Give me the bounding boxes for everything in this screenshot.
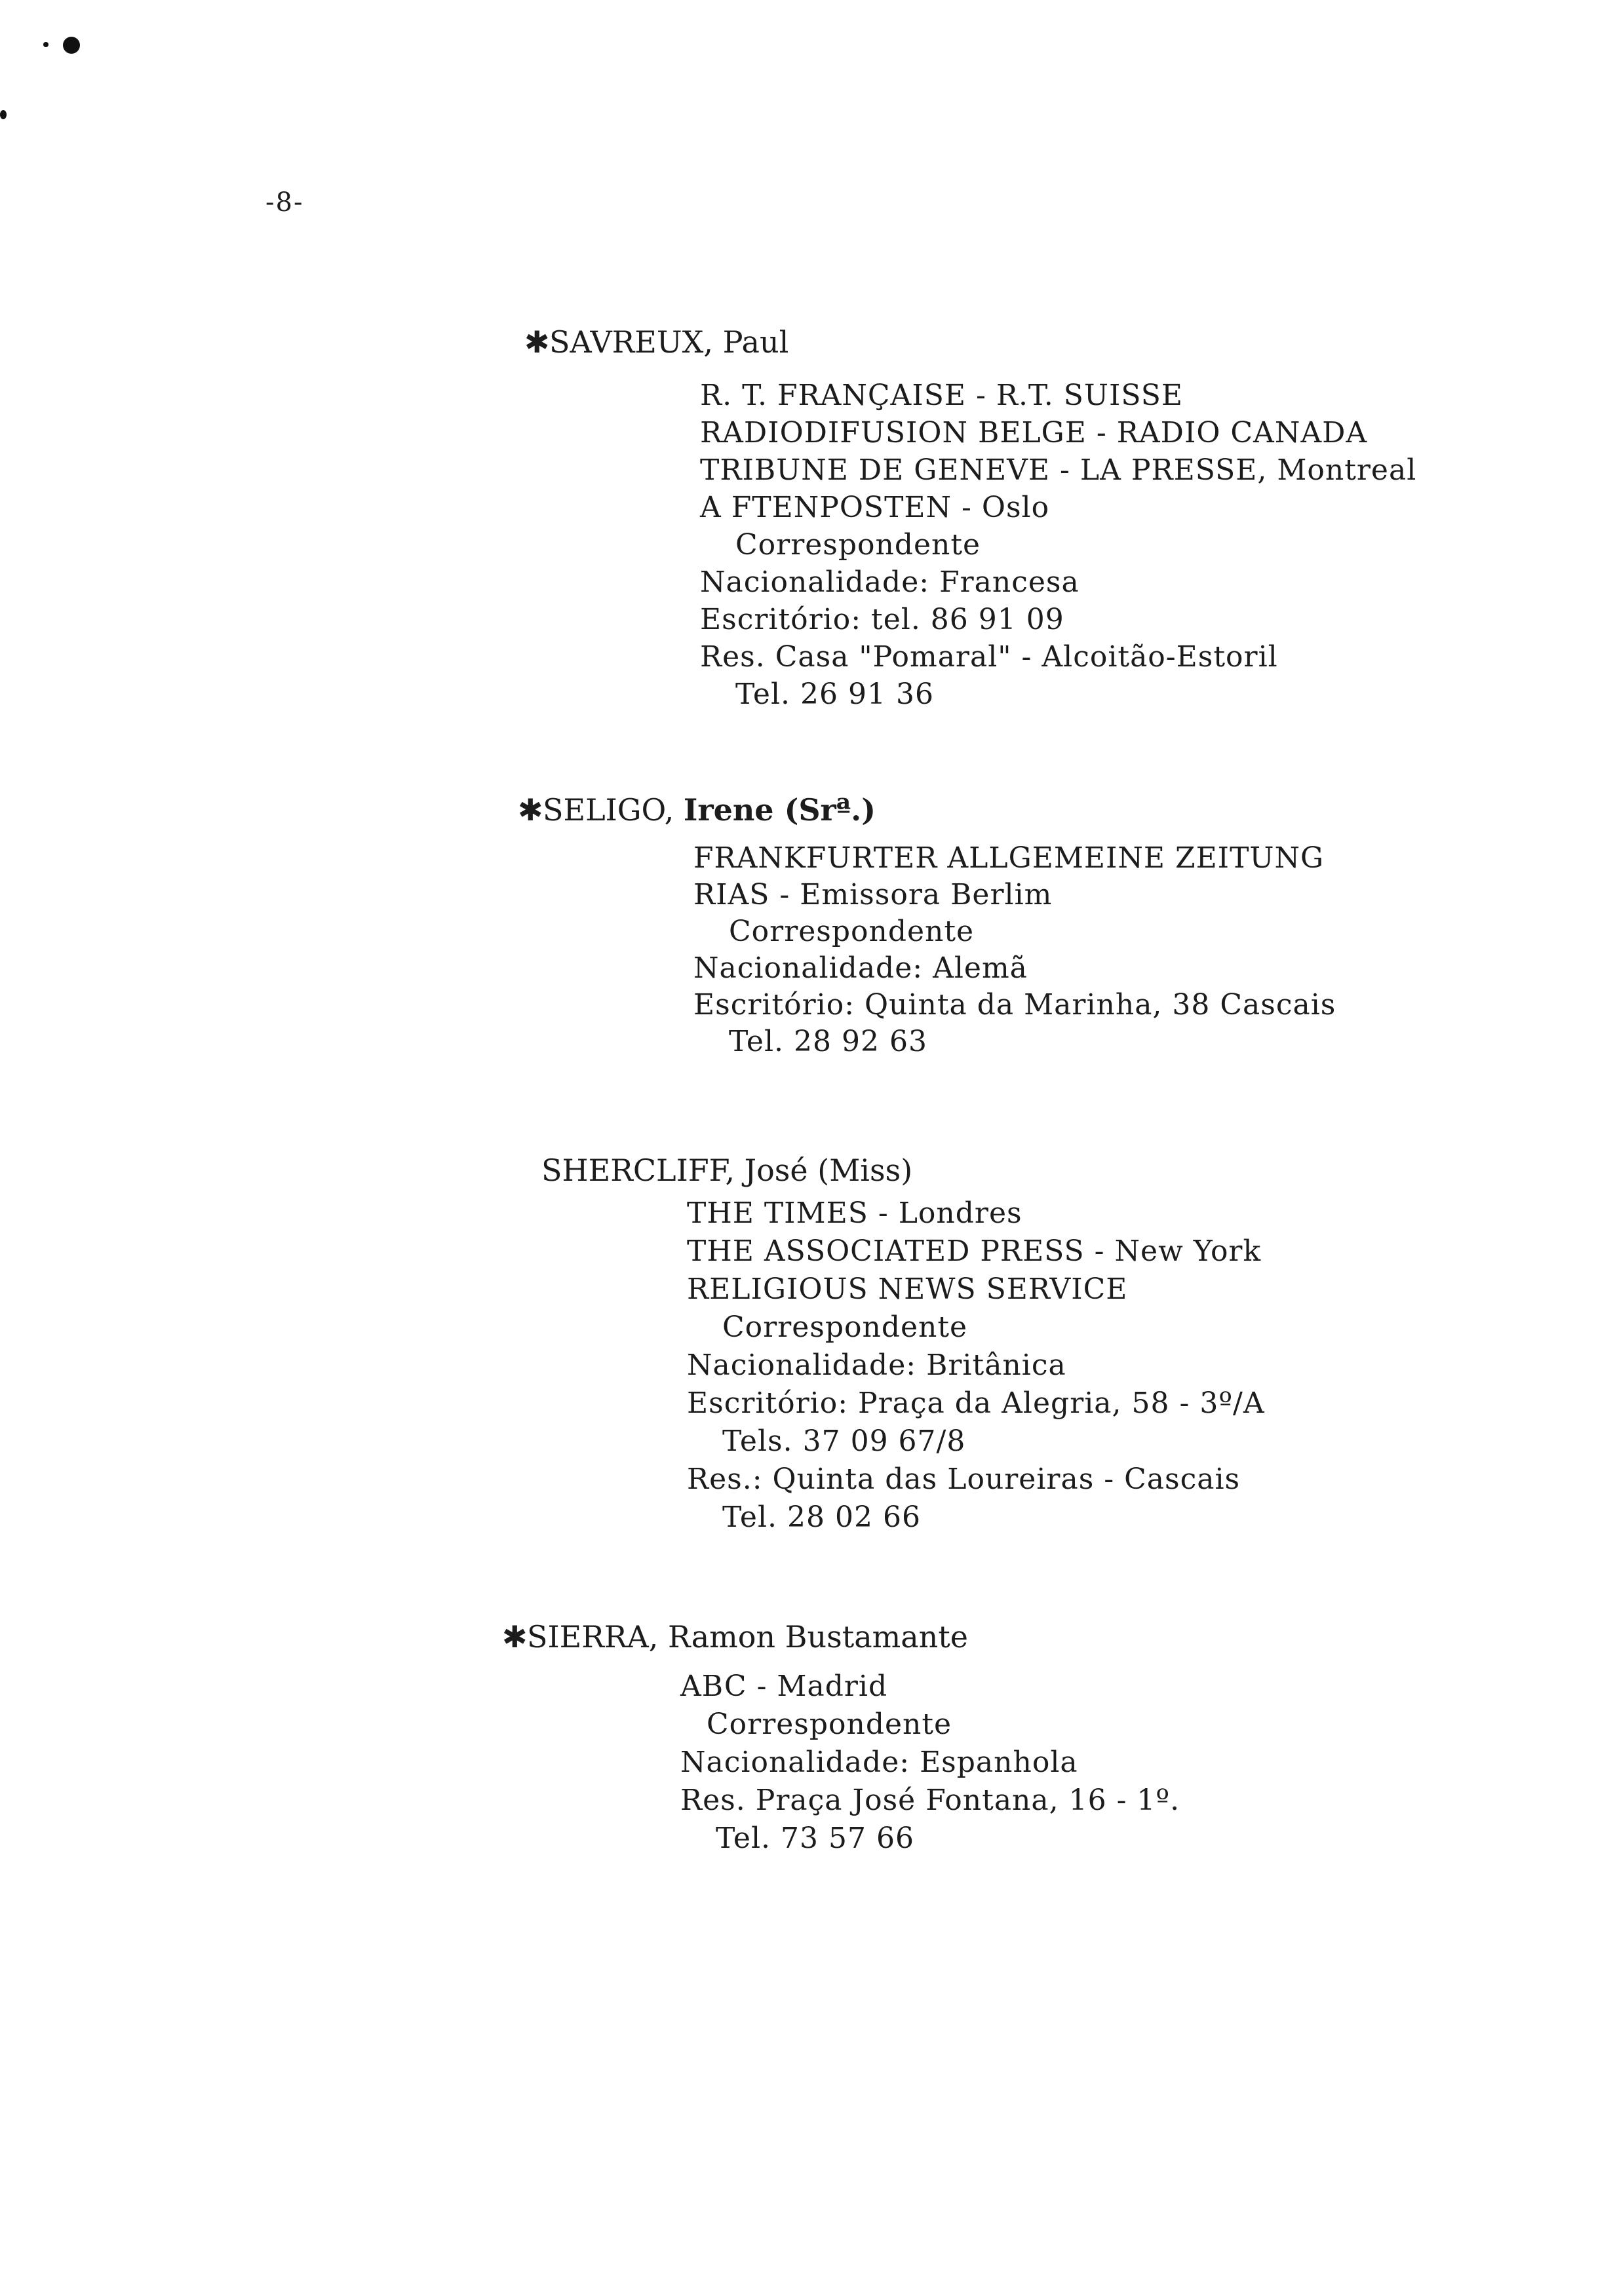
entry-given-name: José (Miss) <box>744 1153 913 1188</box>
directory-entry <box>518 790 1336 1058</box>
entry-line: THE TIMES - Londres <box>687 1196 1022 1230</box>
entry-line: Tel. 73 57 66 <box>716 1822 914 1855</box>
entry-line: Correspondente <box>722 1311 968 1344</box>
entry-name <box>518 790 876 830</box>
entry-given-name: Ramon Bustamante <box>668 1619 969 1655</box>
entry-surname: SHERCLIFF, <box>541 1153 735 1188</box>
entry-line: THE ASSOCIATED PRESS - New York <box>687 1234 1262 1268</box>
entry-line: Nacionalidade: Alemã <box>693 951 1028 985</box>
entry-line: Res. Praça José Fontana, 16 - 1º. <box>680 1784 1180 1817</box>
entry-line: Escritório: Quinta da Marinha, 38 Cascais <box>693 988 1336 1022</box>
entry-line: Res. Casa "Pomaral" - Alcoitão-Estoril <box>700 640 1278 674</box>
entry-name <box>502 1617 968 1656</box>
entry-surname: SAVREUX, <box>549 324 714 360</box>
scan-speck <box>0 110 7 119</box>
entry-line: R. T. FRANÇAISE - R.T. SUISSE <box>700 379 1184 412</box>
directory-entry <box>541 1151 1265 1534</box>
entry-line: Tel. 26 91 36 <box>735 678 934 711</box>
star-marker-icon: ✱ <box>518 792 543 828</box>
scan-speck <box>63 37 80 54</box>
entry-line: Correspondente <box>735 528 981 562</box>
entry-line: Escritório: Praça da Alegria, 58 - 3º/A <box>687 1387 1265 1420</box>
entry-name <box>541 1151 912 1190</box>
entry-line: Tel. 28 92 63 <box>729 1025 927 1058</box>
entry-line: Tel. 28 02 66 <box>722 1501 921 1534</box>
page-number: -8- <box>265 187 304 218</box>
entry-surname: SIERRA, <box>527 1619 659 1655</box>
entry-name <box>524 322 788 362</box>
star-marker-icon: ✱ <box>524 324 550 360</box>
entry-line: FRANKFURTER ALLGEMEINE ZEITUNG <box>693 841 1325 875</box>
entry-line: Res.: Quinta das Loureiras - Cascais <box>687 1463 1241 1496</box>
entry-given-name: Irene (Srª.) <box>683 792 876 828</box>
entry-line: Escritório: tel. 86 91 09 <box>700 603 1064 636</box>
entry-line: ABC - Madrid <box>680 1670 888 1703</box>
entry-line: Correspondente <box>729 915 975 948</box>
star-marker-icon: ✱ <box>502 1619 528 1655</box>
entry-line: TRIBUNE DE GENEVE - LA PRESSE, Montreal <box>700 453 1417 487</box>
scan-speck <box>43 42 49 47</box>
entry-line: Nacionalidade: Francesa <box>700 565 1080 599</box>
entry-surname: SELIGO, <box>543 792 674 828</box>
entry-line: Correspondente <box>707 1708 952 1741</box>
entry-given-name: Paul <box>722 324 789 360</box>
entry-line: Nacionalidade: Britânica <box>687 1349 1066 1382</box>
entry-line: RIAS - Emissora Berlim <box>693 878 1053 911</box>
entry-line: A FTENPOSTEN - Oslo <box>700 491 1050 524</box>
entry-line: Tels. 37 09 67/8 <box>722 1425 966 1458</box>
directory-entry <box>524 322 1417 711</box>
entry-line: RADIODIFUSION BELGE - RADIO CANADA <box>700 416 1368 450</box>
entry-line: Nacionalidade: Espanhola <box>680 1746 1078 1779</box>
directory-entry <box>502 1617 1180 1855</box>
entry-line: RELIGIOUS NEWS SERVICE <box>687 1272 1128 1306</box>
